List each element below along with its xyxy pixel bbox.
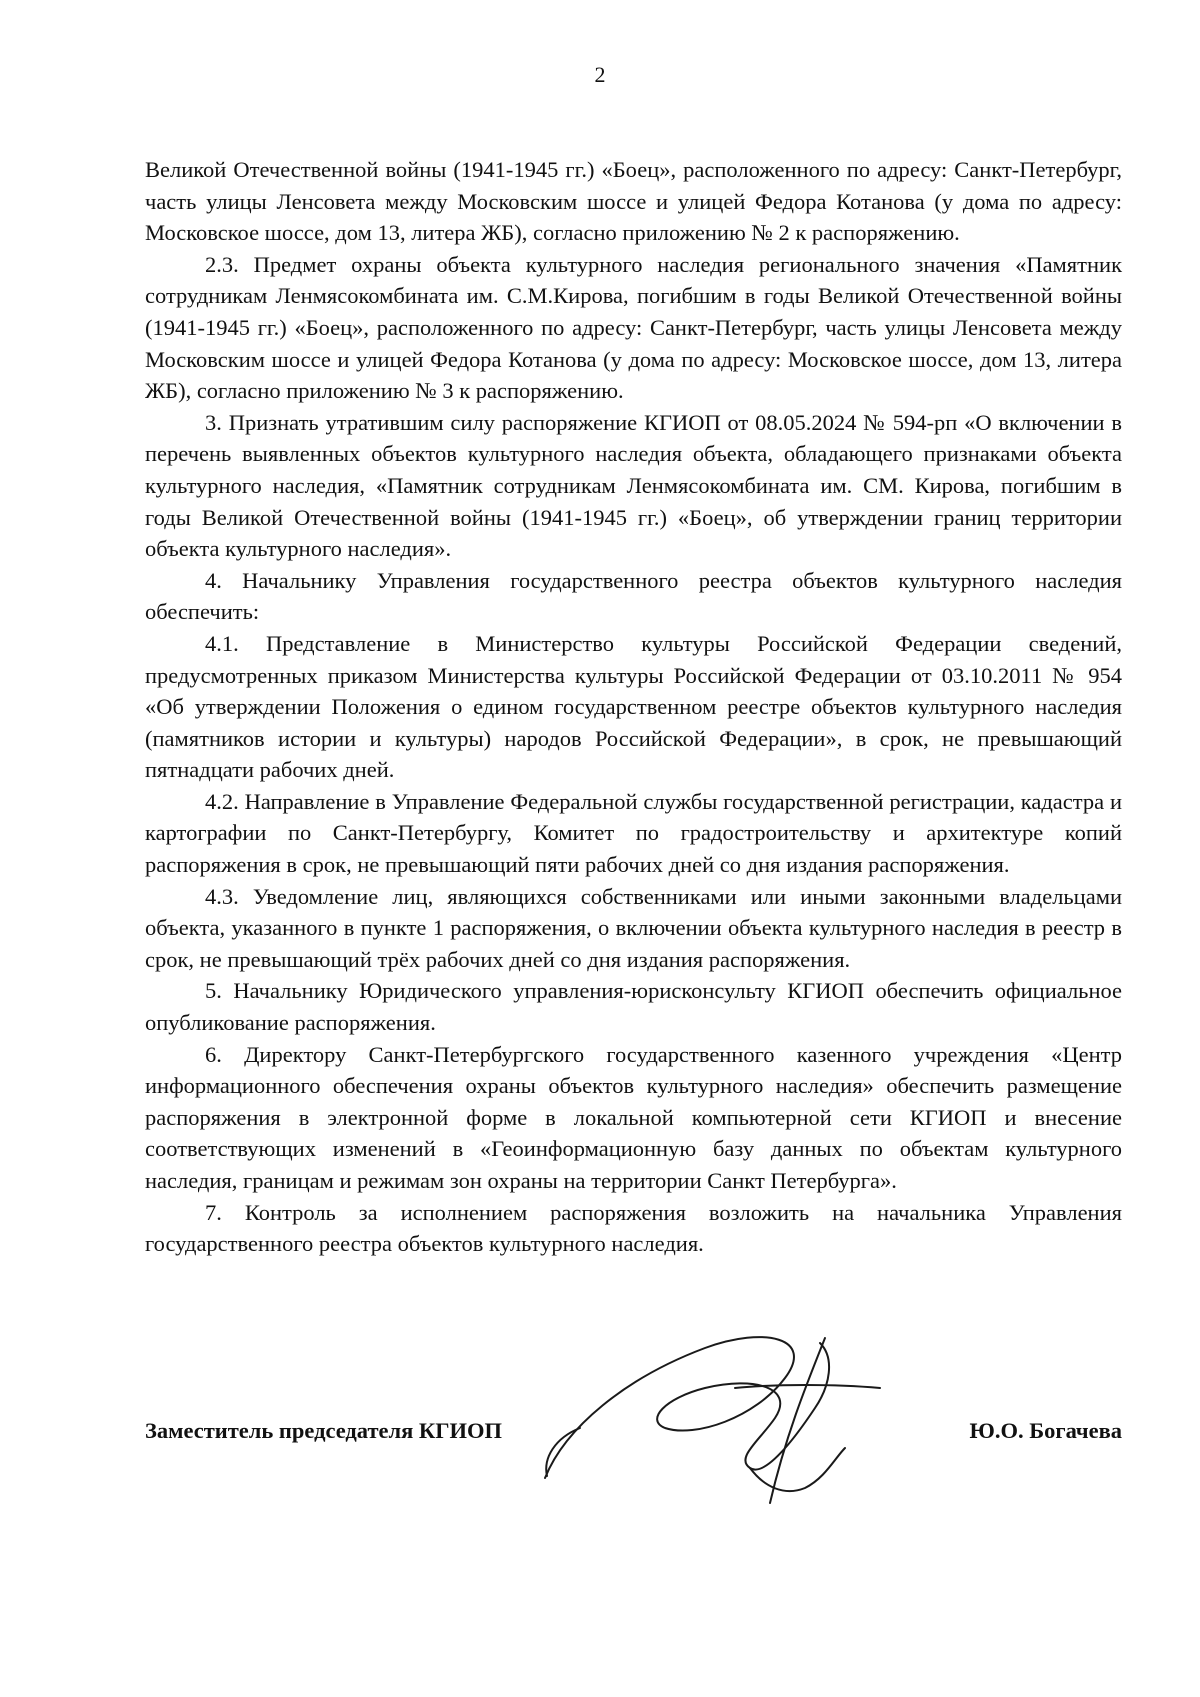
paragraph-2-3: 2.3. Предмет охраны объекта культурного наследия регионального значения «Памятник сотрудникам Ленмясокомбината им. С.М.Кирова, погибшим в годы Великой Отечественной войны (1941-1945 гг.) «Боец», расположенного по адресу: Санкт-Петербург, часть улицы Ленсовета между Московским шоссе и улицей Федора Котанова (у дома по адресу: Московское шоссе, дом 13, литера ЖБ), согласно приложению № 3 к распоряжению. — [145, 251, 1122, 404]
paragraph-5: 5. Начальнику Юридического управления-юрисконсульту КГИОП обеспечить официальное опубликование распоряжения. — [145, 978, 1122, 1036]
paragraph-3: 3. Признать утратившим силу распоряжение КГИОП от 08.05.2024 № 594-рп «О включении в перечень выявленных объектов культурного наследия объекта, обладающего признаками объекта культурного наследия, «Памятник сотрудникам Ленмясокомбината им. СМ. Кирова, погибшим в годы Великой Отечественной войны (1941-1945 гг.) «Боец», об утверждении границ территории объекта культурного наследия». — [145, 409, 1122, 562]
signer-name: Ю.О. Богачева — [969, 1418, 1122, 1443]
signer-position: Заместитель председателя КГИОП — [145, 1418, 503, 1443]
document-body — [145, 154, 1122, 1260]
paragraph-continuation: Великой Отечественной войны (1941-1945 гг.) «Боец», расположенного по адресу: Санкт-Петербург, часть улицы Ленсовета между Московским шоссе и улицей Федора Котанова (у дома по адресу: Московское шоссе, дом 13, литера ЖБ), согласно приложению № 2 к распоряжению. — [145, 157, 1122, 246]
paragraph-4-3: 4.3. Уведомление лиц, являющихся собственниками или иными законными владельцами объекта, указанного в пункте 1 распоряжения, о включении объекта культурного наследия в реестр в срок, не превышающий трёх рабочих дней со дня издания распоряжения. — [145, 883, 1122, 972]
paragraph-4: 4. Начальнику Управления государственного реестра объектов культурного наследия обеспечить: — [145, 567, 1122, 625]
page-number: 2 — [594, 62, 606, 87]
paragraph-7: 7. Контроль за исполнением распоряжения возложить на начальника Управления государственного реестра объектов культурного наследия. — [145, 1199, 1122, 1257]
paragraph-4-1: 4.1. Представление в Министерство культуры Российской Федерации сведений, предусмотренных приказом Министерства культуры Российской Федерации от 03.10.2011 № 954 «Об утверждении Положения о едином государственном реестре объектов культурного наследия (памятников истории и культуры) народов Российской Федерации», в срок, не превышающий пятнадцати рабочих дней. — [145, 630, 1122, 783]
paragraph-6: 6. Директору Санкт-Петербургского государственного казенного учреждения «Центр информационного обеспечения охраны объектов культурного наследия» обеспечить размещение распоряжения в электронной форме в локальной компьютерной сети КГИОП и внесение соответствующих изменений в «Геоинформационную базу данных по объектам культурного наследия, границам и режимам зон охраны на территории Санкт Петербурга». — [145, 1041, 1122, 1193]
paragraph-4-2: 4.2. Направление в Управление Федеральной службы государственной регистрации, кадастра и картографии по Санкт-Петербургу, Комитет по градостроительству и архитектуре копий распоряжения в срок, не превышающий пяти рабочих дней со дня издания распоряжения. — [145, 788, 1122, 878]
signature-block — [145, 1418, 1122, 1458]
